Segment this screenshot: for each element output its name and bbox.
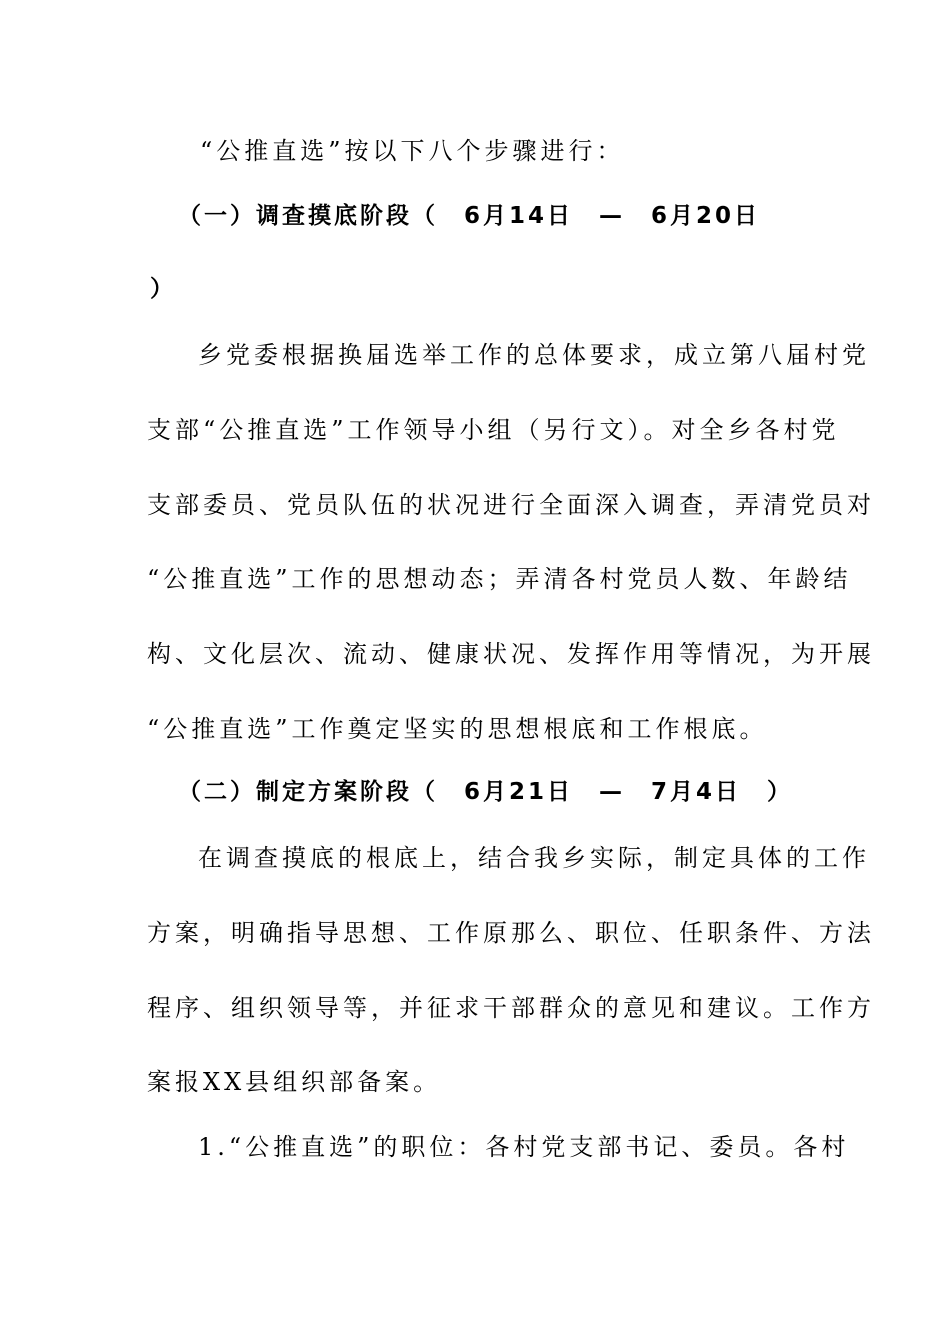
section-1-paragraph-line: 构、文化层次、流动、健康状况、发挥作用等情况，为开展 (147, 640, 875, 668)
section-2-paragraph-line: 案报XX县组织部备案。 (147, 1068, 442, 1096)
section-1-paragraph-line: “公推直选”工作的思想动态；弄清各村党员人数、年龄结 (147, 565, 852, 593)
section-1-paragraph-line: 乡党委根据换届选举工作的总体要求，成立第八届村党 (198, 341, 870, 369)
section-1-paragraph-line: 支部委员、党员队伍的状况进行全面深入调查，弄清党员对 (147, 491, 875, 519)
section-1-paragraph-line: “公推直选”工作奠定坚实的思想根底和工作根底。 (147, 715, 768, 743)
intro-line: “公推直选”按以下八个步骤进行： (200, 137, 625, 165)
section-2-paragraph-line: 程序、组织领导等，并征求干部群众的意见和建议。工作方 (147, 994, 875, 1022)
section-2-paragraph-line: 方案，明确指导思想、工作原那么、职位、任职条件、方法 (147, 919, 875, 947)
section-1-heading-continued: ） (150, 276, 176, 302)
section-1-paragraph-line: 支部“公推直选”工作领导小组（另行文）。对全乡各村党 (147, 416, 840, 444)
section-2-heading: （二）制定方案阶段（ 6月21日 — 7月4日 ） (178, 779, 794, 805)
section-2-paragraph-line: 在调查摸底的根底上，结合我乡实际，制定具体的工作 (198, 844, 870, 872)
section-1-heading: （一）调查摸底阶段（ 6月14日 — 6月20日 (178, 203, 761, 229)
item-1-line: 1.“公推直选”的职位：各村党支部书记、委员。各村 (198, 1133, 850, 1161)
